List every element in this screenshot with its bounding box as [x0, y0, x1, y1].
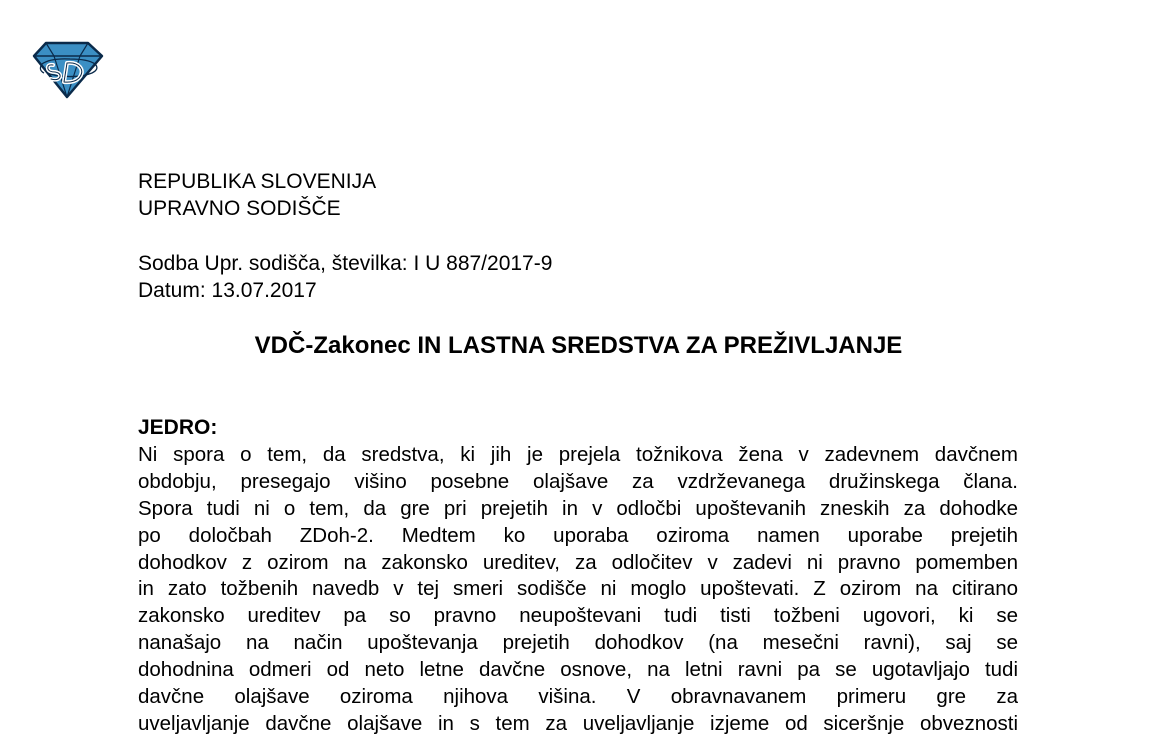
paragraph-line: uveljavljanje davčne olajšave in s tem za uveljavljanje izjeme od siceršnje obveznosti — [138, 711, 1018, 735]
sd-diamond-logo-icon — [30, 40, 104, 100]
core-heading: JEDRO: — [138, 416, 218, 439]
paragraph-line: dohodnina odmeri od neto letne davčne osnove, na letni ravni pa se ugotavljajo tudi — [138, 658, 1018, 682]
case-date-line: Datum: 13.07.2017 — [138, 279, 317, 302]
paragraph-line: Ni spora o tem, da sredstva, ki jih je prejela tožnikova žena v zadevnem davčnem — [138, 443, 1018, 466]
paragraph-line: dohodkov z ozirom na zakonsko ureditev, za odločitev v zadevi ni pravno pomemben — [138, 550, 1018, 574]
court-country-line: REPUBLIKA SLOVENIJA — [138, 170, 377, 193]
core-paragraph — [138, 442, 1018, 738]
paragraph-line: davčne olajšave oziroma njihova višina. V obravnavanem primeru gre za — [138, 685, 1018, 709]
case-number-line: Sodba Upr. sodišča, številka: I U 887/2017-9 — [138, 252, 553, 275]
paragraph-line: in zato tožbenih navedb v tej smeri sodišče ni moglo upoštevati. Z ozirom na citirano — [138, 577, 1018, 601]
paragraph-line: nanašajo na način upoštevanja prejetih dohodkov (na mesečni ravni), saj se — [138, 631, 1018, 655]
court-name-line: UPRAVNO SODIŠČE — [138, 197, 341, 220]
paragraph-line: obdobju, presegajo višino posebne olajšave za vzdrževanega družinskega člana. — [138, 469, 1018, 493]
document-title: VDČ-Zakonec IN LASTNA SREDSTVA ZA PREŽIVLJANJE — [254, 332, 903, 359]
paragraph-line: zakonsko ureditev pa so pravno neupoštevani tudi tisti tožbeni ugovori, ki se — [138, 604, 1018, 628]
paragraph-line: po določbah ZDoh-2. Medtem ko uporaba oziroma namen uporabe prejetih — [138, 523, 1018, 547]
paragraph-line: Spora tudi ni o tem, da gre pri prejetih in v odločbi upoštevanih zneskih za dohodke — [138, 496, 1018, 520]
